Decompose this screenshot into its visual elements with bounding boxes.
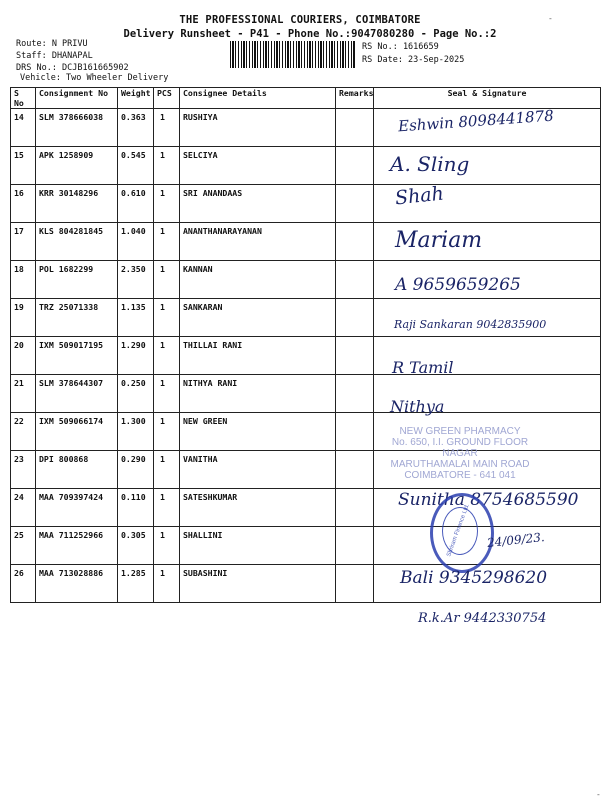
- cell-sno: 17: [11, 223, 36, 261]
- table-row: [11, 185, 601, 223]
- cell-weight: 2.350: [118, 261, 154, 299]
- cell-consignee: VANITHA: [180, 451, 336, 489]
- cell-weight: 0.305: [118, 527, 154, 565]
- cell-consignee: THILLAI RANI: [180, 337, 336, 375]
- cell-consignment: MAA 711252966: [36, 527, 118, 565]
- signature-row-18: A 9659659265: [395, 275, 521, 295]
- cell-consignee: NITHYA RANI: [180, 375, 336, 413]
- cell-consignee: SRI ANANDAAS: [180, 185, 336, 223]
- cell-consignment: POL 1682299: [36, 261, 118, 299]
- cell-pcs: 1: [154, 527, 180, 565]
- col-consignee: Consignee Details: [180, 88, 336, 109]
- cell-remarks: [336, 337, 374, 375]
- cell-consignee: RUSHIYA: [180, 109, 336, 147]
- cell-weight: 0.545: [118, 147, 154, 185]
- cell-consignment: APK 1258909: [36, 147, 118, 185]
- runsheet-table: [10, 87, 601, 603]
- cell-consignee: SANKARAN: [180, 299, 336, 337]
- route-info: Route: N PRIVU: [16, 39, 88, 49]
- cell-sno: 19: [11, 299, 36, 337]
- signature-row-16: Shah: [393, 182, 445, 210]
- cell-remarks: [336, 565, 374, 603]
- cell-consignment: MAA 713028886: [36, 565, 118, 603]
- cell-remarks: [336, 299, 374, 337]
- cell-remarks: [336, 527, 374, 565]
- cell-weight: 1.040: [118, 223, 154, 261]
- cell-consignee: KANNAN: [180, 261, 336, 299]
- runsheet-subtitle: Delivery Runsheet - P41 - Phone No.:9047080280 - Page No.:2: [123, 28, 497, 40]
- col-weight: Weight: [118, 88, 154, 109]
- cell-remarks: [336, 375, 374, 413]
- signature-row-24: 24/09/23.: [486, 530, 546, 550]
- cell-consignee: SATESHKUMAR: [180, 489, 336, 527]
- barcode: [230, 41, 356, 68]
- cell-weight: 0.250: [118, 375, 154, 413]
- cell-pcs: 1: [154, 337, 180, 375]
- signature-row-19: Raji Sankaran 9042835900: [394, 318, 547, 331]
- rs-number: RS No.: 1616659: [362, 42, 439, 52]
- cell-consignment: DPI 800868: [36, 451, 118, 489]
- cell-remarks: [336, 413, 374, 451]
- signature-row-15: A. Sling: [390, 152, 470, 176]
- cell-consignment: TRZ 25071338: [36, 299, 118, 337]
- cell-pcs: 1: [154, 375, 180, 413]
- cell-consignment: SLM 378666038: [36, 109, 118, 147]
- col-sno: S No: [11, 88, 36, 109]
- signature-row-17: Mariam: [395, 228, 483, 253]
- bottom-mark: -: [596, 790, 601, 799]
- staff-info: Staff: DHANAPAL: [16, 51, 93, 61]
- cell-sno: 16: [11, 185, 36, 223]
- cell-consignment: MAA 709397424: [36, 489, 118, 527]
- cell-remarks: [336, 185, 374, 223]
- signature-row-23: Sunitha 8754685590: [398, 490, 579, 510]
- cell-remarks: [336, 451, 374, 489]
- cell-weight: 1.300: [118, 413, 154, 451]
- cell-sno: 23: [11, 451, 36, 489]
- cell-consignee: NEW GREEN: [180, 413, 336, 451]
- cell-pcs: 1: [154, 147, 180, 185]
- cell-weight: 0.610: [118, 185, 154, 223]
- cell-consignment: SLM 378644307: [36, 375, 118, 413]
- pharmacy-stamp: NEW GREEN PHARMACY No. 650, I.I. GROUND FLOOR NAGAR MARUTHAMALAI MAIN ROAD COIMBATORE - 641 041: [390, 426, 530, 481]
- cell-pcs: 1: [154, 185, 180, 223]
- cell-sno: 24: [11, 489, 36, 527]
- cell-sno: 18: [11, 261, 36, 299]
- table-row: [11, 375, 601, 413]
- cell-consignment: KRR 30148296: [36, 185, 118, 223]
- table-row: [11, 147, 601, 185]
- table-header-row: [11, 88, 601, 109]
- cell-pcs: 1: [154, 489, 180, 527]
- cell-pcs: 1: [154, 223, 180, 261]
- cell-weight: 1.290: [118, 337, 154, 375]
- cell-consignment: IXM 509017195: [36, 337, 118, 375]
- signature-row-25: Bali 9345298620: [400, 568, 548, 588]
- col-consignment: Consignment No: [36, 88, 118, 109]
- cell-consignee: SUBASHINI: [180, 565, 336, 603]
- cell-sno: 25: [11, 527, 36, 565]
- cell-consignee: SHALLINI: [180, 527, 336, 565]
- rs-date: RS Date: 23-Sep-2025: [362, 55, 465, 65]
- cell-remarks: [336, 147, 374, 185]
- cell-sno: 15: [11, 147, 36, 185]
- cell-weight: 0.363: [118, 109, 154, 147]
- cell-pcs: 1: [154, 565, 180, 603]
- signature-row-20: R Tamil: [392, 358, 454, 377]
- cell-remarks: [336, 261, 374, 299]
- company-title: THE PROFESSIONAL COURIERS, COIMBATORE: [179, 14, 421, 26]
- cell-weight: 0.290: [118, 451, 154, 489]
- table-row: [11, 337, 601, 375]
- cell-weight: 1.285: [118, 565, 154, 603]
- signature-row-21: Nithya: [390, 397, 445, 416]
- finance-seal-text: Shriram Finance Ltd.: [446, 503, 471, 558]
- cell-pcs: 1: [154, 109, 180, 147]
- cell-consignment: IXM 509066174: [36, 413, 118, 451]
- signature-row-26: R.k.Ar 9442330754: [418, 611, 547, 626]
- cell-consignee: SELCIYA: [180, 147, 336, 185]
- cell-pcs: 1: [154, 299, 180, 337]
- cell-sno: 20: [11, 337, 36, 375]
- table-row: [11, 223, 601, 261]
- cell-remarks: [336, 223, 374, 261]
- col-pcs: PCS: [154, 88, 180, 109]
- cell-sno: 21: [11, 375, 36, 413]
- cell-weight: 1.135: [118, 299, 154, 337]
- cell-pcs: 1: [154, 261, 180, 299]
- cell-sno: 26: [11, 565, 36, 603]
- cell-consignment: KLS 804281845: [36, 223, 118, 261]
- cell-sno: 14: [11, 109, 36, 147]
- cell-pcs: 1: [154, 451, 180, 489]
- cell-remarks: [336, 109, 374, 147]
- cell-consignee: ANANTHANARAYANAN: [180, 223, 336, 261]
- cell-pcs: 1: [154, 413, 180, 451]
- vehicle-info: Vehicle: Two Wheeler Delivery: [20, 73, 169, 83]
- corner-mark: -: [548, 14, 553, 23]
- signature-row-14: Eshwin 8098441878: [397, 106, 555, 136]
- cell-weight: 0.110: [118, 489, 154, 527]
- cell-remarks: [336, 489, 374, 527]
- drs-info: DRS No.: DCJB161665902: [16, 63, 129, 73]
- cell-sno: 22: [11, 413, 36, 451]
- col-remarks: Remarks: [336, 88, 374, 109]
- col-signature: Seal & Signature: [374, 88, 601, 109]
